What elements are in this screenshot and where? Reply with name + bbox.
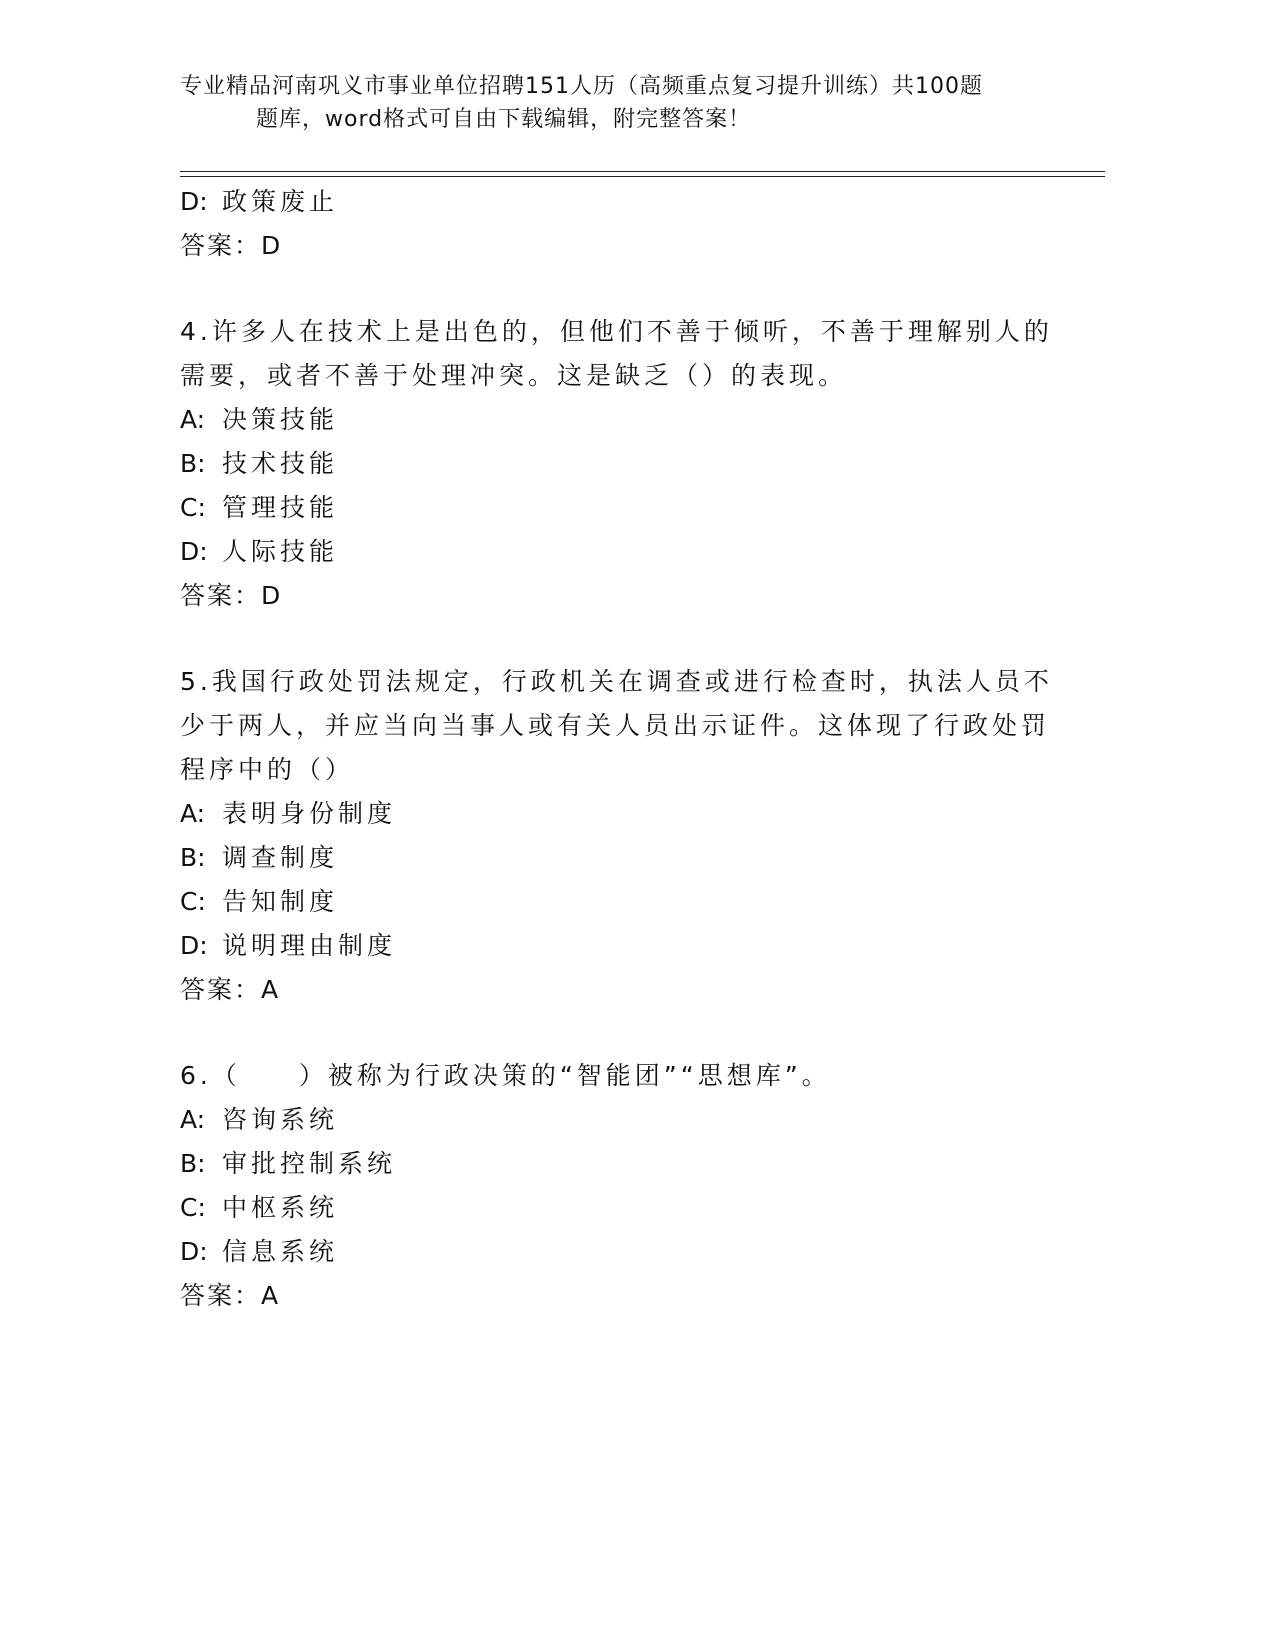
- answer-line: 答案：A: [180, 975, 281, 1004]
- option-d: [180, 530, 1040, 574]
- option-d: [180, 1230, 1040, 1274]
- document-header: [180, 70, 1060, 136]
- document-body: [180, 180, 1053, 1318]
- option-a: [180, 792, 1040, 836]
- option-a: [180, 398, 1040, 442]
- question-stem-line: 4.许多人在技术上是出色的，但他们不善于倾听，不善于理解别人的: [180, 317, 1053, 346]
- option-text: 管理技能: [222, 493, 339, 522]
- option-c: [180, 880, 1040, 924]
- option-letter: C:: [180, 1193, 206, 1222]
- option-text: 表明身份制度: [222, 799, 397, 828]
- answer-line: 答案：D: [180, 231, 283, 260]
- header-divider-bottom: [180, 176, 1105, 177]
- option-b: [180, 836, 1040, 880]
- option-c: [180, 1186, 1040, 1230]
- question-5: [180, 660, 1053, 1012]
- option-letter: A:: [180, 1105, 206, 1134]
- option-letter: B:: [180, 1149, 206, 1178]
- header-title-line-1: 专业精品河南巩义市事业单位招聘151人历（高频重点复习提升训练）共100题: [180, 74, 983, 99]
- option-text: 技术技能: [222, 449, 339, 478]
- option-text: 政策废止: [222, 187, 339, 216]
- question-stem-line: 6.（ ）被称为行政决策的“智能团”“思想库”。: [180, 1061, 831, 1090]
- option-a: [180, 1098, 1040, 1142]
- question-stem-line: 需要，或者不善于处理冲突。这是缺乏（）的表现。: [180, 361, 848, 390]
- option-letter: B:: [180, 449, 206, 478]
- question-stem-line: 5.我国行政处罚法规定，行政机关在调查或进行检查时，执法人员不: [180, 667, 1053, 696]
- answer-line: 答案：A: [180, 1281, 281, 1310]
- option-c: [180, 486, 1040, 530]
- question-4: [180, 310, 1053, 618]
- header-title-line-2: 题库，word格式可自由下载编辑，附完整答案！: [256, 107, 752, 132]
- option-text: 信息系统: [222, 1237, 339, 1266]
- option-letter: D:: [180, 187, 208, 216]
- option-text: 中枢系统: [222, 1193, 339, 1222]
- question-stem-line: 少于两人，并应当向当事人或有关人员出示证件。这体现了行政处罚: [180, 711, 1051, 740]
- option-b: [180, 442, 1040, 486]
- header-divider-top: [180, 171, 1105, 172]
- option-letter: D:: [180, 537, 208, 566]
- option-text: 说明理由制度: [222, 931, 397, 960]
- option-text: 审批控制系统: [222, 1149, 397, 1178]
- option-text: 咨询系统: [222, 1105, 339, 1134]
- option-letter: D:: [180, 1237, 208, 1266]
- previous-question-fragment: [180, 180, 1040, 268]
- option-text: 人际技能: [222, 537, 339, 566]
- option-d: [180, 180, 1040, 224]
- question-stem-line: 程序中的（）: [180, 755, 355, 784]
- answer-line: 答案：D: [180, 581, 283, 610]
- option-letter: C:: [180, 887, 206, 916]
- option-b: [180, 1142, 1040, 1186]
- option-letter: A:: [180, 799, 206, 828]
- option-letter: C:: [180, 493, 206, 522]
- option-letter: A:: [180, 405, 206, 434]
- option-d: [180, 924, 1040, 968]
- option-letter: D:: [180, 931, 208, 960]
- option-letter: B:: [180, 843, 206, 872]
- question-6: [180, 1054, 1040, 1318]
- option-text: 决策技能: [222, 405, 339, 434]
- option-text: 告知制度: [222, 887, 339, 916]
- option-text: 调查制度: [222, 843, 339, 872]
